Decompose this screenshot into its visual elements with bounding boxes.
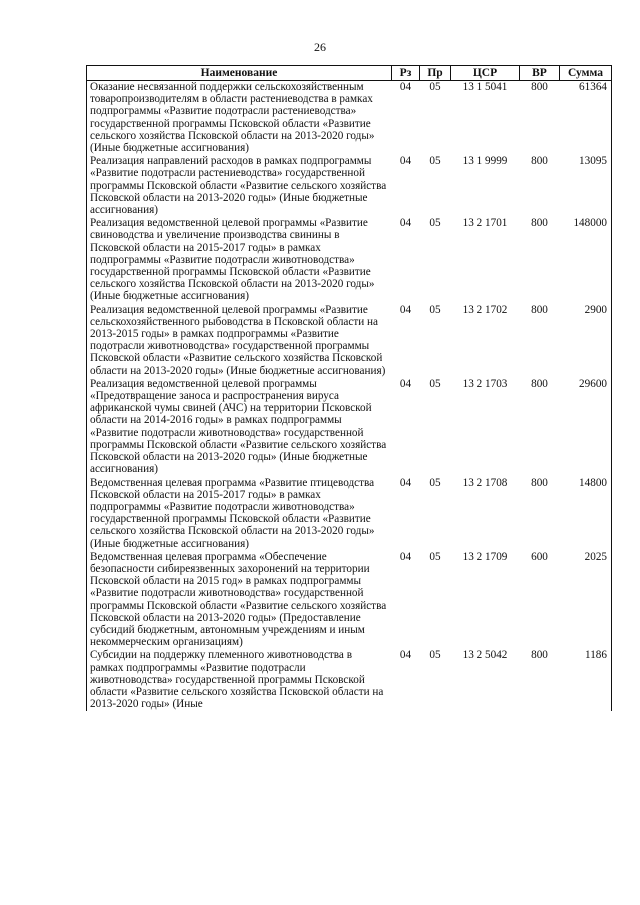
row-sum: 29600 [560,378,612,477]
table-row [87,649,612,711]
header-rz: Рз [392,66,420,81]
row-sum: 2025 [560,551,612,650]
budget-table-container [86,65,611,711]
row-pr: 05 [429,649,441,662]
row-sum: 14800 [560,477,612,551]
row-vr: 800 [531,217,548,230]
row-vr: 800 [531,155,548,168]
row-sum: 61364 [560,81,612,156]
row-csr: 13 2 1703 [462,377,508,390]
row-vr: 600 [531,550,548,563]
row-sum: 1186 [560,649,612,711]
row-pr: 05 [429,303,441,316]
row-rz: 04 [399,155,412,168]
budget-table [86,65,612,711]
row-vr: 800 [531,649,548,662]
table-row [87,217,612,303]
row-name: Реализация ведомственной целевой программы «Развитие свиноводства и увеличение производства свинины в Псковской области на 2015-2017 годы» в рамках подпрограммы «Развитие подотрасли животноводства» государственной программы Псковской области «Развитие сельского хозяйства Псковской области на 2013-2020 годы» (Иные бюджетные ассигнования) [87,217,392,303]
table-row [87,304,612,378]
row-vr: 800 [531,81,548,93]
table-row [87,81,612,156]
row-vr: 800 [531,476,548,489]
table-row [87,378,612,477]
row-csr: 13 2 1702 [462,303,508,316]
page-number: 26 [314,40,326,54]
row-name: Реализация направлений расходов в рамках подпрограммы «Развитие подотрасли растениеводства» государственной программы Псковской области «Развитие сельского хозяйства Псковской области на 2013-2020 годы» (Иные бюджетные ассигнования) [87,155,392,217]
row-csr: 13 1 9999 [462,155,508,168]
row-pr: 05 [429,550,441,563]
header-name: Наименование [87,66,392,81]
table-header-row [87,66,612,81]
row-rz: 04 [399,476,412,489]
row-csr: 13 2 1701 [462,217,508,230]
row-rz: 04 [399,377,412,390]
row-csr: 13 2 5042 [462,649,508,662]
row-vr: 800 [531,303,548,316]
row-name: Реализация ведомственной целевой программы «Предотвращение заноса и распространения вируса африканской чумы свиней (АЧС) на территории Псковской области на 2014-2016 годы» в рамках подпрограммы «Развитие подотрасли животноводства» государственной программы Псковской области «Развитие сельского хозяйства Псковской области на 2013-2020 годы» (Иные бюджетные ассигнования) [87,378,392,477]
row-rz: 04 [399,81,412,93]
header-pr: Пр [420,66,451,81]
row-sum: 148000 [560,217,612,303]
row-csr: 13 2 1708 [462,476,508,489]
row-pr: 05 [429,217,441,230]
row-rz: 04 [399,303,412,316]
row-sum: 2900 [560,304,612,378]
row-sum: 13095 [560,155,612,217]
row-pr: 05 [429,476,441,489]
row-vr: 800 [531,377,548,390]
row-rz: 04 [399,217,412,230]
row-csr: 13 1 5041 [462,81,508,93]
row-pr: 05 [429,155,441,168]
table-row [87,155,612,217]
row-name: Реализация ведомственной целевой программы «Развитие сельскохозяйственного рыбоводства в Псковской области на 2013-2015 годы» в рамках подпрограммы «Развитие подотрасли животноводства» государственной программы Псковской области «Развитие сельского хозяйства Псковской области на 2013-2020 годы» (Иные бюджетные ассигнования) [87,304,392,378]
table-row [87,551,612,650]
table-row [87,477,612,551]
header-csr: ЦСР [451,66,520,81]
row-name: Ведомственная целевая программа «Развитие птицеводства Псковской области на 2015-2017 годы» в рамках подпрограммы «Развитие подотрасли животноводства» государственной программы Псковской области «Развитие сельского хозяйства Псковской области на 2013-2020 годы» (Иные бюджетные ассигнования) [87,477,392,551]
header-sum: Сумма [560,66,612,81]
header-vr: ВР [520,66,560,81]
row-name: Ведомственная целевая программа «Обеспечение безопасности сибиреязвенных захоронений на территории Псковской области на 2015 год» в рамках подпрограммы «Развитие подотрасли животноводства» государственной программы Псковской области «Развитие сельского хозяйства Псковской области на 2013-2020 годы» (Предоставление субсидий бюджетным, автономным учреждениям и иным некоммерческим организациям) [87,551,392,650]
row-rz: 04 [399,649,412,662]
row-name: Субсидии на поддержку племенного животноводства в рамках подпрограммы «Развитие подотрасли животноводства» государственной программы Псковской области «Развитие сельского хозяйства Псковской области на 2013-2020 годы» (Иные [87,649,392,711]
row-rz: 04 [399,550,412,563]
row-csr: 13 2 1709 [462,550,508,563]
row-pr: 05 [429,81,441,93]
row-pr: 05 [429,377,441,390]
row-name: Оказание несвязанной поддержки сельскохозяйственным товаропроизводителям в области растениеводства в рамках подпрограммы «Развитие подотрасли растениеводства» государственной программы Псковской области «Развитие сельского хозяйства Псковской области на 2013-2020 годы» (Иные бюджетные ассигнования) [87,81,392,156]
